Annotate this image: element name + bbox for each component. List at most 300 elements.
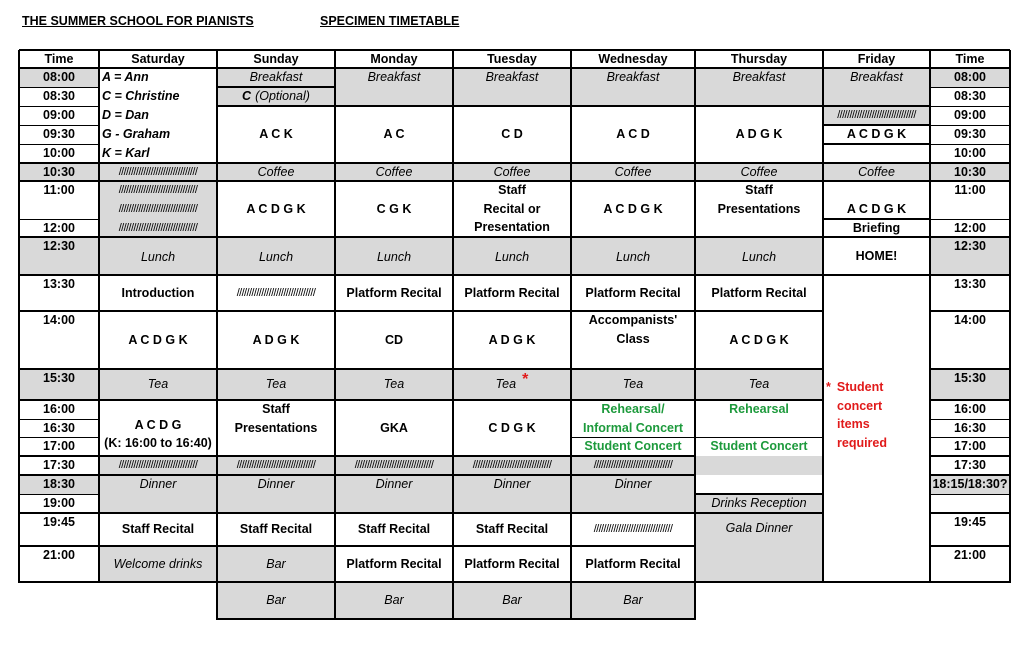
time-cell-right (930, 475, 1010, 494)
grid-line (571, 455, 695, 457)
grid-line (571, 310, 695, 312)
time-cell-right (930, 106, 1010, 125)
time-label: 12:00 (43, 220, 75, 235)
time-label: 18:30 (43, 477, 75, 492)
time-cell-right (930, 275, 1010, 294)
lunch-cell (99, 237, 217, 275)
grid-line (452, 50, 454, 620)
dinner-label: Dinner (614, 477, 652, 491)
time-cell-right (930, 311, 1010, 330)
grid-line (930, 236, 1010, 238)
grid-line (453, 105, 571, 107)
grid-line (930, 437, 1010, 438)
staff-presentations-label: Presentations (717, 201, 801, 216)
time-label: 17:30 (43, 458, 75, 473)
breakfast-label: Breakfast (485, 70, 539, 84)
hatch-cell (453, 456, 571, 475)
lunch-label: Lunch (140, 249, 176, 264)
grid-line (695, 437, 823, 438)
grid-line (1009, 50, 1011, 583)
grid-line (99, 455, 217, 457)
grid-line (19, 545, 99, 547)
column-header (99, 50, 217, 68)
hatch-cell (99, 163, 217, 181)
column-header-label: Thursday (730, 51, 788, 66)
bar-label: Bar (266, 593, 286, 608)
grid-line (823, 218, 930, 220)
staff-recital-cell (217, 513, 335, 546)
staff-recital-cell (453, 513, 571, 546)
coffee-label: Coffee (614, 164, 652, 179)
grid-line (571, 581, 695, 583)
hatch-cell (217, 275, 335, 311)
time-label: 13:30 (954, 277, 986, 292)
grid-line (571, 512, 695, 514)
grid-line (19, 512, 99, 514)
grid-line (453, 399, 571, 401)
staff-recital-label: Presentation (474, 220, 550, 235)
hatch-cell (99, 200, 217, 219)
hatch-cell (335, 456, 453, 475)
grid-line (19, 49, 1010, 51)
breakfast-cell (217, 68, 335, 87)
dinner-cell (453, 475, 571, 513)
group-label: A C D G K (246, 201, 306, 216)
group-label: A D G K (252, 332, 300, 347)
tea-label: Tea (622, 377, 644, 392)
dinner-cell (571, 475, 695, 513)
hatch-cell (823, 106, 930, 125)
rehearsal-label: Rehearsal (729, 402, 789, 417)
column-header-label: Saturday (131, 51, 185, 66)
time-label: 18:15/18:30? (932, 477, 1008, 492)
time-cell-right (930, 68, 1010, 87)
time-label: 10:00 (43, 146, 75, 161)
time-label: 08:30 (43, 89, 75, 104)
grid-line (335, 545, 453, 547)
staff-recital-cell (453, 181, 571, 237)
bar-cell (335, 582, 453, 619)
grid-line (217, 455, 335, 457)
group-label: A D G K (488, 332, 536, 347)
grid-line (695, 180, 823, 182)
grid-line (930, 419, 1010, 420)
column-header (335, 50, 453, 68)
coffee-cell (695, 163, 823, 181)
lunch-cell (695, 237, 823, 275)
dinner-cell (99, 475, 217, 513)
time-label: 15:30 (43, 371, 75, 386)
breakfast-cell (571, 68, 695, 106)
group-label: A C D G K (846, 202, 907, 217)
time-cell-left (19, 475, 99, 494)
grid-line (335, 310, 453, 312)
lunch-cell (571, 237, 695, 275)
bar-label: Bar (502, 593, 522, 608)
gala-dinner-label: Gala Dinner (725, 521, 793, 535)
grid-line (695, 399, 823, 401)
column-header-label: Time (955, 51, 985, 66)
group-cell (453, 311, 571, 369)
grid-line (930, 581, 1010, 583)
grid-line (930, 455, 1010, 457)
student-concert-label: Student Concert (584, 439, 682, 454)
time-cell-right (930, 456, 1010, 475)
optional-label-cell (217, 87, 335, 106)
rehearsal-cell (571, 400, 695, 437)
group-cell (335, 181, 453, 237)
time-label: 17:30 (954, 458, 986, 473)
grid-line (930, 474, 1010, 476)
tea-label: Tea (383, 377, 405, 392)
grid-line (19, 162, 99, 164)
column-header (453, 50, 571, 68)
platform-recital-label: Platform Recital (585, 556, 681, 571)
note-asterisk: * (826, 380, 831, 394)
lunch-label: Lunch (741, 249, 777, 264)
introduction-label: Introduction (121, 285, 195, 300)
staff-presentations-cell (695, 181, 823, 237)
home-label: HOME! (855, 248, 898, 263)
dinner-label: Dinner (493, 477, 531, 491)
hatch-pattern: //////////////////////////////// (118, 221, 198, 234)
platform-recital-label: Platform Recital (464, 556, 560, 571)
time-cell-left (19, 275, 99, 294)
legend-cell (99, 87, 217, 106)
hatch-cell (217, 456, 335, 475)
dinner-cell (217, 475, 335, 513)
hatch-pattern: //////////////////////////////// (236, 286, 316, 299)
grid-line (930, 125, 1010, 126)
bar-cell (217, 546, 335, 582)
group-label: A D G K (735, 127, 783, 142)
column-header (823, 50, 930, 68)
note-text: concert (837, 398, 883, 413)
grid-line (19, 219, 99, 220)
breakfast-label: Breakfast (249, 70, 303, 84)
hatch-cell (571, 456, 695, 475)
staff-recital-cell (335, 513, 453, 546)
time-cell-left (19, 311, 99, 330)
legend-entry: D = Dan (102, 108, 149, 123)
group-cell (99, 311, 217, 369)
note-line (826, 378, 883, 397)
grid-line (335, 474, 453, 476)
dinner-cell (335, 475, 453, 513)
column-header-label: Wednesday (598, 51, 668, 66)
grid-line (19, 437, 99, 438)
grid-line (571, 368, 695, 370)
group-cell (335, 311, 453, 369)
coffee-label: Coffee (375, 164, 413, 179)
grid-line (930, 310, 1010, 312)
group-cell (571, 106, 695, 163)
time-label: 16:00 (43, 402, 75, 417)
time-cell-right (930, 181, 1010, 200)
hatch-pattern: //////////////////////////////// (354, 459, 434, 471)
coffee-label: Coffee (740, 164, 778, 179)
time-cell-left (19, 68, 99, 87)
column-header (19, 50, 99, 68)
drinks-reception-label: Drinks Reception (711, 496, 807, 511)
column-header-label: Monday (370, 51, 418, 66)
group-label: A C D G K (128, 332, 188, 347)
time-label: 21:00 (954, 548, 986, 563)
hatch-pattern: //////////////////////////////// (472, 459, 552, 471)
time-label: 16:00 (954, 402, 986, 417)
briefing-label: Briefing (852, 220, 901, 235)
grid-line (99, 474, 217, 476)
time-cell-right (930, 87, 1010, 106)
grid-line (930, 545, 1010, 547)
group-label: C D (501, 127, 523, 142)
group-cell (453, 400, 571, 456)
grid-line (823, 105, 930, 107)
time-label: 16:30 (43, 420, 75, 435)
time-cell-left (19, 494, 99, 513)
time-label: 10:30 (43, 164, 75, 179)
hatch-pattern: //////////////////////////////// (593, 523, 673, 535)
grid-line (930, 106, 1010, 107)
group-cell (335, 400, 453, 456)
grid-line (453, 581, 571, 583)
grid-line (930, 494, 1010, 495)
time-cell-left (19, 237, 99, 256)
coffee-cell (335, 163, 453, 181)
grid-line (571, 180, 695, 182)
coffee-cell (823, 163, 930, 181)
column-header (571, 50, 695, 68)
hatch-pattern: //////////////////////////////// (118, 165, 198, 178)
breakfast-label: Breakfast (732, 70, 786, 84)
group-cell (823, 125, 930, 144)
time-label: 11:00 (954, 183, 986, 198)
tea-label-cell (571, 369, 695, 400)
group-cell (823, 200, 930, 219)
group-cell (453, 106, 571, 163)
grid-line (99, 399, 217, 401)
platform-recital-cell (453, 546, 571, 582)
welcome-drinks-cell (99, 546, 217, 582)
grid-line (930, 399, 1010, 401)
group-label: CD (384, 332, 404, 347)
hatch-pattern: //////////////////////////////// (593, 459, 673, 471)
group-cell (335, 106, 453, 163)
column-header (930, 50, 1010, 68)
staff-recital-label: Staff (498, 183, 526, 198)
group-label: A C D G K (603, 201, 663, 216)
grid-line (822, 50, 824, 583)
legend-cell (99, 68, 217, 87)
accompanists-class-label: Class (616, 331, 650, 346)
bar-cell (217, 582, 335, 619)
hatch-cell (99, 219, 217, 237)
grid-line (335, 455, 453, 457)
hatch-pattern: //////////////////////////////// (837, 109, 916, 121)
breakfast-cell (695, 68, 823, 106)
rehearsal-label: Informal Concert (582, 420, 683, 435)
grid-line (695, 368, 823, 370)
legend-cell (99, 106, 217, 125)
time-label: 13:30 (43, 277, 75, 292)
time-label: 09:30 (43, 127, 75, 142)
tea-label: Tea (495, 377, 517, 392)
legend-entry: A = Ann (102, 70, 149, 85)
optional-c: C (242, 89, 252, 104)
breakfast-cell (823, 68, 930, 106)
bar-cell (571, 582, 695, 619)
student-concert-cell (571, 437, 695, 456)
grid-line (335, 236, 453, 238)
grid-line (217, 105, 335, 107)
coffee-cell (571, 163, 695, 181)
platform-recital-cell (571, 275, 695, 311)
grid-line (19, 106, 99, 107)
tea-label: Tea (147, 377, 169, 392)
group-cell (217, 311, 335, 369)
coffee-label: Coffee (858, 164, 895, 179)
tea-asterisk: * (522, 371, 529, 389)
lunch-cell (335, 237, 453, 275)
grid-line (98, 50, 100, 583)
grid-line (217, 86, 335, 88)
group-cell (217, 181, 335, 237)
grid-line (453, 545, 571, 547)
grid-line (19, 368, 99, 370)
hatch-pattern: //////////////////////////////// (118, 459, 198, 471)
grid-line (695, 512, 823, 514)
welcome-drinks-label: Welcome drinks (113, 556, 203, 571)
grid-line (217, 399, 335, 401)
staff-recital-label: Staff Recital (239, 522, 313, 537)
group-cell (99, 400, 217, 456)
time-label: 12:00 (954, 220, 986, 235)
grid-line (217, 512, 335, 514)
home-cell (823, 237, 930, 275)
lunch-label: Lunch (376, 249, 412, 264)
grid-line (823, 143, 930, 145)
grid-line (19, 274, 99, 276)
grid-line (99, 180, 217, 182)
grid-line (19, 144, 99, 145)
group-label: A C D (616, 127, 650, 142)
time-cell-left (19, 456, 99, 475)
time-cell-right (930, 163, 1010, 181)
grid-line (570, 50, 572, 620)
time-label: 16:30 (954, 420, 986, 435)
grid-line (823, 236, 930, 238)
grid-line (19, 180, 99, 182)
rehearsal-label: Rehearsal/ (601, 402, 665, 416)
group-label: A C (383, 127, 405, 142)
document-title: THE SUMMER SCHOOL FOR PIANISTS (22, 14, 254, 28)
tea-label: Tea (748, 377, 770, 392)
grid-line (695, 274, 823, 276)
dinner-label: Dinner (375, 477, 413, 491)
hatch-pattern: //////////////////////////////// (236, 459, 316, 471)
grid-line (930, 219, 1010, 220)
grid-line (930, 87, 1010, 88)
group-cell (571, 181, 695, 237)
time-label: 11:00 (43, 183, 75, 198)
platform-recital-cell (571, 546, 695, 582)
breakfast-label: Breakfast (367, 70, 421, 84)
grid-line (335, 512, 453, 514)
bar-cell (453, 582, 571, 619)
time-label: 15:30 (954, 371, 986, 386)
staff-recital-label: Staff Recital (475, 522, 549, 537)
grid-line (453, 180, 571, 182)
grid-line (19, 419, 99, 420)
dinner-label: Dinner (139, 477, 177, 491)
grid-line (217, 180, 335, 182)
breakfast-label: Breakfast (606, 70, 660, 84)
grid-line (335, 162, 453, 164)
time-label: 10:00 (954, 146, 986, 161)
grid-line (695, 105, 823, 107)
group-cell (217, 106, 335, 163)
time-cell-right (930, 144, 1010, 163)
time-cell-left (19, 400, 99, 419)
grid-line (571, 474, 695, 476)
group-label: A C D G K (729, 332, 789, 347)
group-label: GKA (380, 420, 408, 435)
grid-line (823, 124, 930, 126)
group-label: A C D G K (846, 127, 907, 142)
time-cell-right (930, 369, 1010, 388)
karl-note: (K: 16:00 to 16:40) (104, 436, 212, 450)
time-cell-right (930, 437, 1010, 456)
grid-line (571, 236, 695, 238)
coffee-label: Coffee (257, 164, 295, 179)
time-label: 09:00 (954, 108, 986, 123)
time-cell-left (19, 437, 99, 456)
time-label: 08:00 (954, 70, 986, 85)
dinner-label: Dinner (257, 477, 295, 491)
grid-line (695, 310, 823, 312)
grid-line (695, 236, 823, 238)
grid-line (19, 399, 99, 401)
student-concert-cell (695, 437, 823, 456)
grid-line (453, 310, 571, 312)
grid-line (217, 310, 335, 312)
time-cell-left (19, 546, 99, 565)
tea-label-cell (335, 369, 453, 400)
grid-line (335, 180, 453, 182)
time-label: 19:00 (43, 496, 75, 511)
grid-line (217, 236, 335, 238)
bar-label: Bar (623, 593, 643, 608)
hatch-cell (99, 181, 217, 200)
grid-line (217, 162, 335, 164)
time-cell-left (19, 369, 99, 388)
time-cell-left (19, 219, 99, 237)
grid-line (217, 581, 335, 583)
grid-line (571, 545, 695, 547)
group-label: C G K (376, 201, 412, 216)
grid-line (99, 545, 217, 547)
grid-line (19, 67, 1010, 69)
staff-recital-label: Recital or (483, 201, 541, 216)
note-text: Student (836, 380, 884, 394)
time-label: 09:30 (954, 127, 986, 142)
grid-line (694, 50, 696, 583)
column-header (695, 50, 823, 68)
coffee-cell (453, 163, 571, 181)
tea-label-cell (99, 369, 217, 400)
legend-entry: G - Graham (102, 127, 171, 142)
grid-line (217, 474, 335, 476)
